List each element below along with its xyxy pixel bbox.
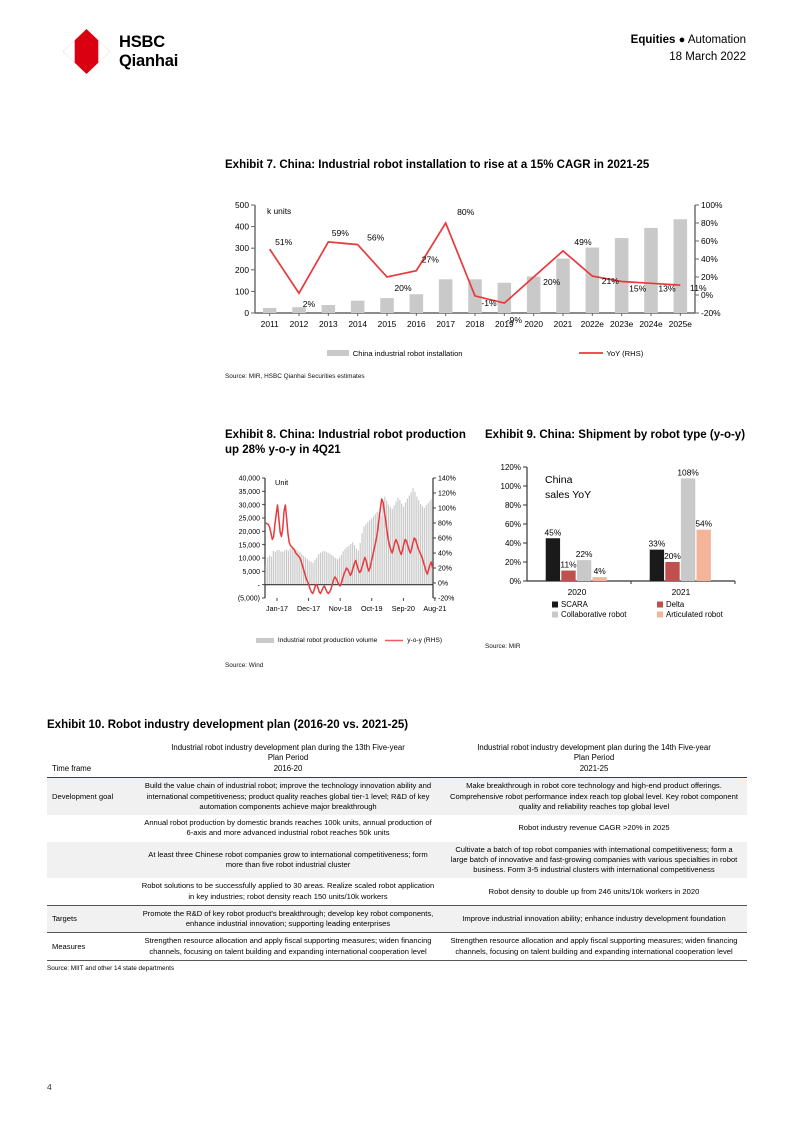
svg-text:2012: 2012 — [289, 318, 309, 329]
sector-line — [631, 32, 746, 49]
svg-text:2024e: 2024e — [639, 318, 663, 329]
svg-text:40%: 40% — [701, 253, 718, 264]
svg-text:China: China — [545, 473, 573, 486]
exhibit-9-svg — [485, 455, 747, 625]
development-plan-table — [47, 740, 747, 961]
bullet-icon: ● — [678, 34, 686, 46]
legend-bar-label-8: Industrial robot production volume — [277, 636, 378, 644]
exhibit-8-chart — [225, 470, 473, 635]
row-plan-14th: Robot industry revenue CAGR >20% in 2025 — [518, 823, 670, 833]
svg-text:-: - — [257, 582, 260, 590]
svg-text:60%: 60% — [701, 235, 718, 246]
table-row — [47, 933, 747, 961]
exhibit-7-chart — [225, 195, 740, 345]
table-head — [47, 740, 747, 778]
page-number: 4 — [47, 1082, 52, 1092]
svg-text:100%: 100% — [500, 481, 521, 491]
svg-text:Nov-18: Nov-18 — [328, 603, 352, 613]
svg-text:100: 100 — [235, 286, 249, 297]
exhibit-9-title: Exhibit 9. China: Shipment by robot type (y-o-y) — [485, 429, 746, 441]
svg-text:2020: 2020 — [524, 318, 543, 329]
svg-text:2023e: 2023e — [610, 318, 634, 329]
table-row — [47, 778, 747, 815]
svg-text:500: 500 — [235, 199, 249, 210]
col-header-14th-l1: Industrial robot industry development plan during the 14th Five-year — [477, 742, 711, 752]
table-body — [47, 778, 747, 961]
svg-text:Aug-21: Aug-21 — [423, 603, 447, 613]
svg-text:Collaborative robot: Collaborative robot — [561, 609, 627, 619]
svg-text:80%: 80% — [457, 206, 475, 217]
svg-text:40%: 40% — [504, 538, 521, 548]
svg-text:60%: 60% — [504, 519, 521, 529]
row-label: Development goal — [52, 791, 114, 801]
svg-text:(5,000): (5,000) — [237, 595, 260, 603]
svg-text:10,000: 10,000 — [238, 555, 260, 563]
table-header-row — [47, 740, 747, 778]
svg-text:2%: 2% — [302, 299, 316, 310]
svg-text:15,000: 15,000 — [238, 542, 260, 550]
svg-text:0%: 0% — [438, 580, 449, 588]
svg-text:60%: 60% — [438, 535, 453, 543]
sector-label: Equities — [630, 34, 676, 46]
exhibit-10-source: Source: MIIT and other 14 state departments — [47, 964, 175, 972]
svg-text:2016: 2016 — [407, 318, 426, 329]
exhibit-10 — [47, 718, 747, 972]
exhibit-9 — [485, 428, 747, 650]
svg-text:20%: 20% — [438, 565, 453, 573]
sector-sub: Automation — [687, 34, 746, 46]
col-header-13th-l2: Plan Period — [267, 753, 309, 763]
row-plan-13th: Strengthen resource allocation and apply fiscal supporting measures; widen financing channels, focusing on talent building and expanding international cooperation level — [144, 936, 432, 956]
svg-text:20%: 20% — [701, 271, 718, 282]
svg-text:20,000: 20,000 — [238, 528, 260, 536]
svg-text:2022e: 2022e — [580, 318, 604, 329]
svg-text:51%: 51% — [275, 237, 293, 248]
svg-text:2013: 2013 — [319, 318, 338, 329]
legend-bar-swatch — [327, 350, 349, 356]
svg-text:45%: 45% — [544, 527, 562, 538]
row-plan-13th: At least three Chinese robot companies grow to international competitiveness; form more than five robot industrial cluster — [148, 849, 428, 870]
svg-text:11%: 11% — [690, 283, 707, 294]
table-row — [47, 878, 747, 905]
svg-text:35,000: 35,000 — [238, 488, 260, 496]
exhibit-8-title: Exhibit 8. China: Industrial robot production up 28% y-o-y in 4Q21 — [225, 429, 466, 456]
svg-text:2011: 2011 — [260, 318, 279, 329]
svg-text:400: 400 — [235, 221, 249, 232]
svg-text:22%: 22% — [575, 549, 593, 560]
svg-text:Oct-19: Oct-19 — [360, 603, 383, 613]
svg-text:k units: k units — [267, 205, 292, 216]
svg-text:Jan-17: Jan-17 — [266, 603, 288, 613]
col-header-timeframe: Time frame — [52, 763, 92, 773]
svg-text:80%: 80% — [504, 500, 521, 510]
svg-text:2018: 2018 — [465, 318, 485, 329]
svg-text:2021: 2021 — [671, 586, 691, 597]
svg-text:49%: 49% — [574, 236, 592, 247]
legend-item-line-8 — [385, 637, 442, 644]
svg-text:56%: 56% — [367, 232, 385, 243]
svg-text:200: 200 — [235, 264, 249, 275]
svg-text:80%: 80% — [701, 217, 718, 228]
row-label: Targets — [52, 914, 77, 924]
row-label: Measures — [52, 941, 86, 951]
row-plan-13th: Build the value chain of industrial robot; improve the technology innovation ability and international competitiveness; product quality reaches global tier-1 level; R&D of key automation components achieve major breakthrough — [144, 781, 432, 811]
svg-text:4%: 4% — [593, 566, 606, 577]
exhibit-9-chart — [485, 455, 747, 630]
svg-text:SCARA: SCARA — [561, 599, 588, 609]
svg-text:33%: 33% — [648, 538, 666, 549]
svg-text:2025e: 2025e — [668, 318, 692, 329]
brand-name — [119, 33, 178, 70]
brand-line-2: Qianhai — [119, 51, 179, 70]
svg-text:2015: 2015 — [377, 318, 397, 329]
svg-text:2019: 2019 — [495, 318, 514, 329]
exhibit-7-legend — [225, 349, 745, 358]
legend-bar-swatch-8 — [256, 638, 274, 643]
svg-text:120%: 120% — [500, 462, 521, 472]
page-header — [0, 0, 793, 96]
svg-text:Sep-20: Sep-20 — [391, 603, 415, 613]
legend-item-bars-8 — [256, 637, 377, 644]
legend-item-bars — [327, 349, 463, 358]
brand-line-1: HSBC — [119, 33, 165, 52]
svg-text:-9%: -9% — [506, 315, 522, 326]
exhibit-7-title: Exhibit 7. China: Industrial robot installation to rise at a 15% CAGR in 2021-25 — [225, 159, 650, 171]
svg-text:21%: 21% — [601, 276, 619, 287]
svg-text:2017: 2017 — [436, 318, 455, 329]
svg-text:0%: 0% — [509, 576, 521, 586]
col-header-13th — [135, 740, 441, 778]
svg-text:20%: 20% — [664, 550, 681, 561]
svg-text:100%: 100% — [438, 505, 456, 513]
table-row — [47, 842, 747, 879]
exhibit-8 — [225, 428, 473, 669]
svg-text:2014: 2014 — [348, 318, 367, 329]
exhibit-8-svg — [225, 470, 473, 630]
svg-text:100%: 100% — [701, 199, 723, 210]
svg-text:2021: 2021 — [553, 318, 573, 329]
svg-text:0%: 0% — [701, 289, 714, 300]
col-header-13th-l3: 2016-20 — [273, 763, 303, 773]
row-plan-14th: Cultivate a batch of top robot companies with international competitiveness; form a large batch of innovative and fast-growing companies with various specialties in robot business. Form 3-5 industrial clusters with international competitiveness — [450, 844, 738, 875]
svg-text:15%: 15% — [629, 283, 647, 294]
svg-text:-20%: -20% — [701, 307, 721, 318]
row-label — [47, 842, 135, 879]
row-plan-14th: Strengthen resource allocation and apply fiscal supporting measures; widen financing channels, focusing on talent building and expanding international cooperation level — [450, 936, 738, 956]
svg-text:27%: 27% — [421, 254, 439, 265]
row-plan-14th: Make breakthrough in robot core technology and high-end product offerings. Comprehensive robot performance index reach top global level. Key robot component quality and reliability reaches top global level — [450, 781, 738, 811]
svg-text:-1%: -1% — [481, 297, 497, 308]
legend-item-line — [579, 349, 644, 358]
exhibit-10-title: Exhibit 10. Robot industry development plan (2016-20 vs. 2021-25) — [47, 719, 409, 731]
svg-text:2020: 2020 — [567, 586, 587, 597]
col-header-14th-l2: Plan Period — [573, 753, 615, 763]
legend-line-label-8: y-o-y (RHS) — [407, 636, 443, 644]
svg-text:108%: 108% — [677, 467, 699, 478]
legend-line-swatch — [579, 350, 603, 356]
svg-text:30,000: 30,000 — [238, 502, 260, 510]
row-plan-13th: Annual robot production by domestic brands reaches 100k units, annual production of 6-axis and more advanced industrial robot reaches 50k units — [144, 818, 432, 838]
svg-text:20%: 20% — [394, 282, 412, 293]
row-plan-14th: Improve industrial innovation ability; enhance industry development foundation — [462, 914, 726, 924]
row-label — [47, 815, 135, 842]
legend-line-label: YoY (RHS) — [606, 348, 644, 358]
exhibit-7 — [225, 158, 745, 380]
svg-text:5,000: 5,000 — [242, 568, 260, 576]
svg-text:-20%: -20% — [438, 595, 455, 603]
hsbc-logo — [63, 29, 178, 74]
row-plan-13th: Promote the R&D of key robot product's breakthrough; develop key robot components, enhance industrial innovation; supporting leading enterprises — [142, 908, 434, 929]
col-header-14th — [441, 740, 747, 778]
svg-text:11%: 11% — [560, 559, 577, 570]
col-header-13th-l1: Industrial robot industry development plan during the 13th Five-year — [171, 742, 405, 752]
table-row — [47, 905, 747, 933]
exhibit-8-source: Source: Wind — [225, 661, 264, 669]
row-label — [47, 878, 135, 905]
svg-text:Unit: Unit — [275, 477, 289, 487]
col-header-14th-l3: 2021-25 — [579, 763, 609, 773]
svg-text:Dec-17: Dec-17 — [296, 603, 321, 613]
svg-text:40,000: 40,000 — [238, 475, 260, 483]
exhibit-8-legend — [225, 637, 473, 644]
svg-text:59%: 59% — [331, 227, 349, 238]
publication-date: 18 March 2022 — [669, 50, 746, 63]
legend-bar-label: China industrial robot installation — [352, 348, 463, 358]
svg-text:140%: 140% — [438, 475, 456, 483]
exhibit-7-svg — [225, 195, 740, 347]
svg-text:120%: 120% — [438, 490, 456, 498]
svg-text:sales YoY: sales YoY — [545, 488, 592, 501]
exhibit-9-source: Source: MIR — [485, 642, 521, 650]
svg-text:40%: 40% — [438, 550, 453, 558]
svg-text:0: 0 — [244, 307, 249, 318]
svg-text:25,000: 25,000 — [238, 515, 260, 523]
hsbc-hexagon-icon — [63, 29, 110, 74]
svg-text:13%: 13% — [658, 283, 676, 294]
svg-text:80%: 80% — [438, 520, 453, 528]
table-row — [47, 815, 747, 842]
svg-text:20%: 20% — [504, 557, 521, 567]
svg-text:300: 300 — [235, 243, 249, 254]
svg-text:20%: 20% — [543, 276, 561, 287]
svg-text:Articulated robot: Articulated robot — [666, 609, 723, 619]
svg-text:Delta: Delta — [666, 599, 685, 609]
row-plan-13th: Robot solutions to be successfully applied to 30 areas. Realize scaled robot application in key industries; robot density reach 150 units/10k workers — [141, 881, 435, 901]
legend-line-swatch-8 — [385, 638, 403, 643]
svg-text:54%: 54% — [695, 518, 713, 529]
row-plan-14th: Robot density to double up from 246 units/10k workers in 2020 — [488, 886, 700, 896]
exhibit-7-source: Source: MIR, HSBC Qianhai Securities estimates — [225, 372, 365, 380]
header-meta — [631, 32, 746, 66]
